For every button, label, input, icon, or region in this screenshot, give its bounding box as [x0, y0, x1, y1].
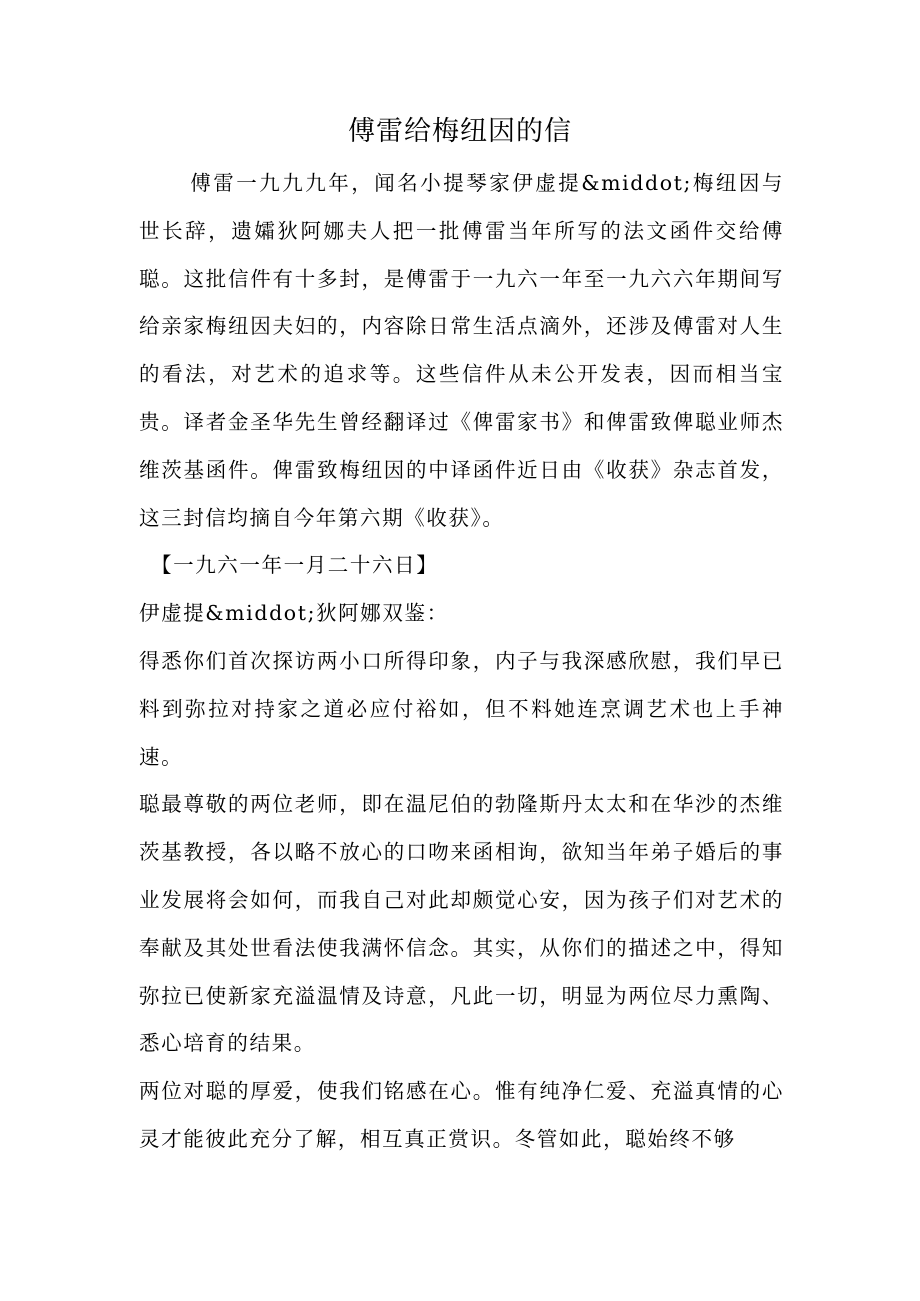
letter-salutation: 伊虚提&middot;狄阿娜双鉴：: [139, 601, 449, 626]
letter-paragraph: 得悉你们首次探访两小口所得印象，内子与我深感欣慰，我们早已料到弥拉对持家之道必应付裕如，但不料她连烹调艺术也上手神速。: [139, 648, 784, 769]
letter-paragraph: 聪最尊敬的两位老师，即在温尼伯的勃隆斯丹太太和在华沙的杰维茨基教授，各以略不放心的口吻来函相询，欲知当年弟子婚后的事业发展将会如何，而我自己对此却颇觉心安，因为孩子们对艺术的奉献及其处世看法使我满怀信念。其实，从你们的描述之中，得知弥拉已使新家充溢温情及诗意，凡此一切，明显为两位尽力熏陶、悉心培育的结果。: [139, 792, 784, 1056]
letter-paragraph: 两位对聪的厚爱，使我们铭感在心。惟有纯净仁爱、充溢真情的心灵才能彼此充分了解，相互真正赏识。冬管如此，聪始终不够: [139, 1079, 784, 1151]
document-title: 傅雷给梅纽因的信: [348, 116, 572, 147]
document-body: [139, 160, 784, 1164]
intro-paragraph: 傅雷一九九九年，闻名小提琴家伊虚提&middot;梅纽因与世长辞，遗孀狄阿娜夫人把一批傅雷当年所写的法文函件交给傅聪。这批信件有十多封，是傅雷于一九六一年至一九六六年期间写给亲家梅纽因夫妇的，内容除日常生活点滴外，还涉及傅雷对人生的看法，对艺术的追求等。这些信件从未公开发表，因而相当宝贵。译者金圣华先生曾经翻译过《俾雷家书》和俾雷致俾聪业师杰维茨基函件。俾雷致梅纽因的中译函件近日由《收获》杂志首发，这三封信均摘自今年第六期《收获》。: [139, 171, 784, 530]
letter-date: 【一九六一年一月二十六日】: [151, 553, 439, 578]
